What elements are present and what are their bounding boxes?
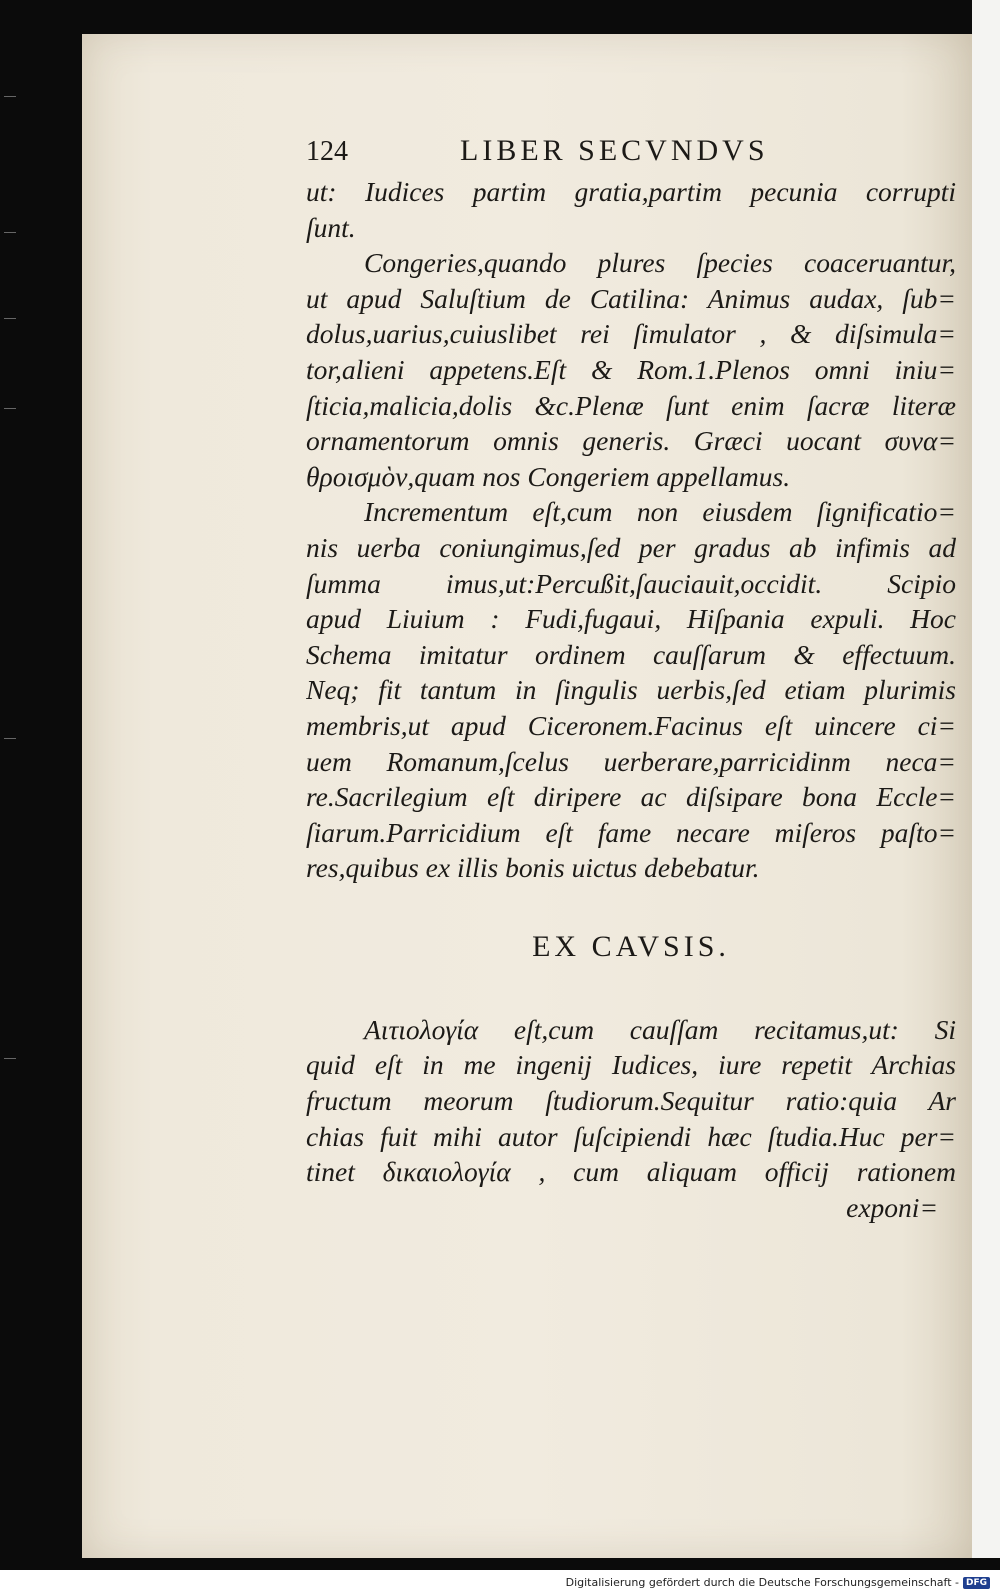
text-line: ut apud Saluſtium de Catilina: Animus audax, ſub= — [306, 282, 956, 314]
text-line: apud Liuium : Fudi,fugaui, Hiſpania expuli. Hoc — [306, 603, 956, 635]
text-line: Αιτιολογία eſt,cum cauſſam recitamus,ut: Si — [364, 1013, 956, 1045]
text-line: θροισμὸν,quam nos Congeriem appellamus. — [306, 460, 791, 492]
section-title: EX CAVSIS. — [532, 929, 730, 963]
dfg-logo-icon: DFG — [963, 1577, 990, 1589]
text-line: Neq; fit tantum in ſingulis uerbis,ſed etiam plurimis — [306, 674, 956, 706]
text-line: nis uerba coniungimus,ſed per gradus ab infimis ad — [306, 531, 956, 563]
page-number: 124 — [306, 136, 348, 167]
text-line: quid eſt in me ingenij Iudices, iure repetit Archias — [306, 1049, 956, 1081]
text-line: Schema imitatur ordinem cauſſarum & effectuum. — [306, 638, 956, 670]
page-text — [306, 134, 956, 1225]
text-line: ſunt. — [306, 211, 356, 243]
text-line: tor,alieni appetens.Eſt & Rom.1.Plenos omni iniu= — [306, 353, 956, 385]
text-line: Incrementum eſt,cum non eiusdem ſignificatio= — [364, 496, 956, 528]
text-line: res,quibus ex illis bonis uictus debebatur. — [306, 852, 760, 884]
text-line: exponi= — [846, 1191, 938, 1223]
text-line: ornamentorum omnis generis. Græci uocant συνα= — [306, 425, 956, 457]
text-line: chias fuit mihi autor ſuſcipiendi hæc ſtudia.Huc per= — [306, 1120, 956, 1152]
running-title: LIBER SECVNDVS — [460, 134, 769, 167]
text-line: ut: Iudices partim gratia,partim pecunia corrupti — [306, 176, 956, 207]
text-line: ſiarum.Parricidium eſt fame necare miſeros paſto= — [306, 816, 956, 848]
text-line: uem Romanum,ſcelus uerberare,parricidinm neca= — [306, 745, 956, 777]
scan-margin — [0, 0, 82, 1596]
digitization-credit — [566, 1576, 990, 1589]
text-line: re.Sacrilegium eſt diripere ac diſsipare bona Eccle= — [306, 781, 956, 813]
running-header — [306, 134, 956, 174]
text-line: ſumma imus,ut:Percußit,ſauciauit,occidit. Scipio — [306, 567, 956, 599]
credit-text: Digitalisierung gefördert durch die Deutsche Forschungsgemeinschaft - — [565, 1576, 959, 1589]
text-line: tinet δικαιολογία , cum aliquam officij rationem — [306, 1156, 956, 1188]
paragraphs-bottom — [306, 1012, 956, 1226]
text-line: ſticia,malicia,dolis &c.Plenæ ſunt enim ſacræ literæ — [306, 389, 956, 421]
text-line: membris,ut apud Ciceronem.Facinus eſt uincere ci= — [306, 709, 956, 741]
paragraphs-top — [306, 174, 956, 886]
text-line: fructum meorum ſtudiorum.Sequitur ratio:quia Ar — [306, 1085, 956, 1117]
text-line: Congeries,quando plures ſpecies coaceruantur, — [364, 247, 956, 279]
text-line: dolus,uarius,cuiuslibet rei ſimulator , & diſsimula= — [306, 318, 956, 350]
scan-edge-strip — [972, 0, 1000, 1558]
